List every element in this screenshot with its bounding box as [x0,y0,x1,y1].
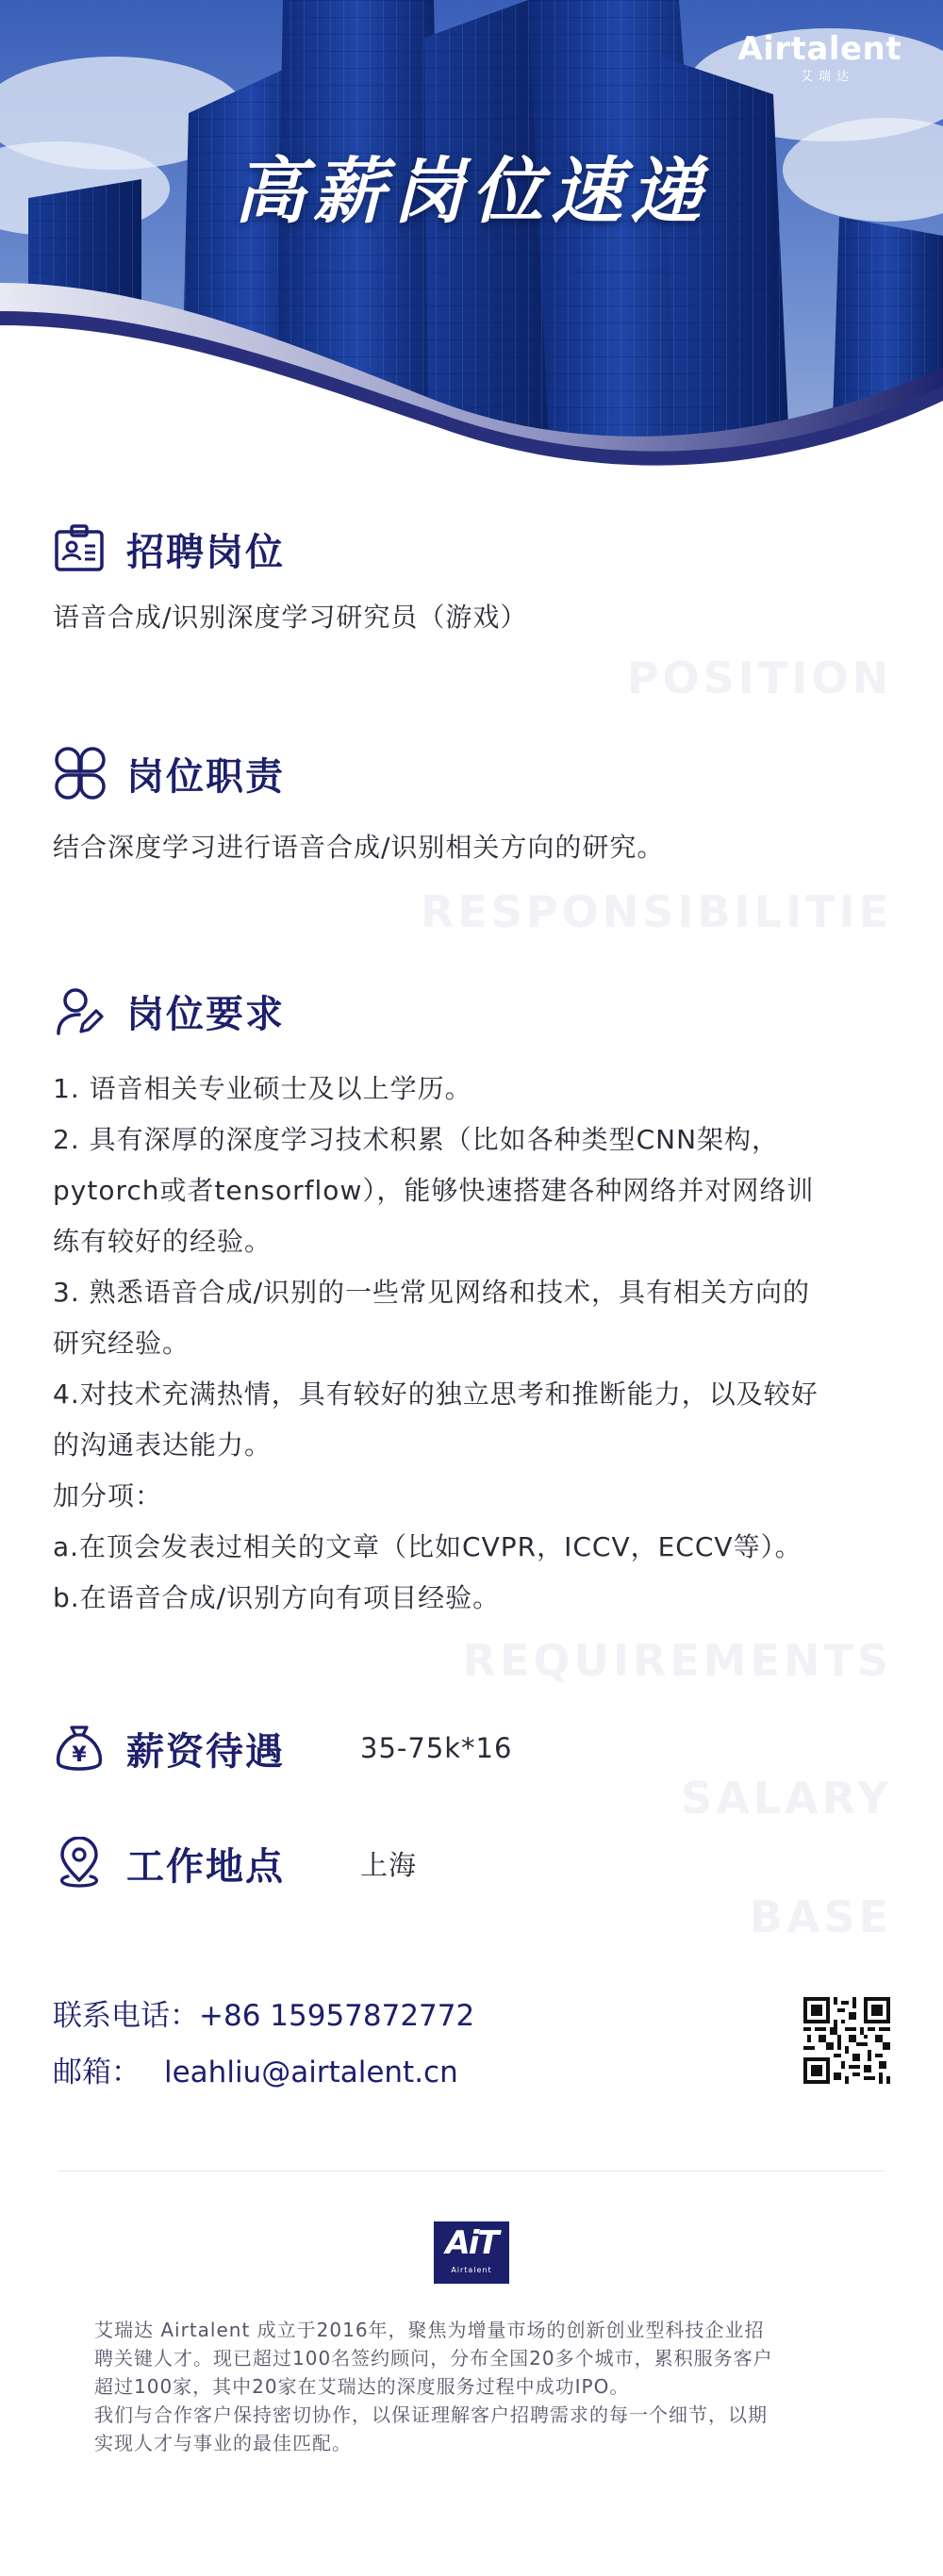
logo-mark: AiT [445,2224,498,2262]
requirements-list [53,1064,892,1624]
location-pin-icon [53,1837,106,1890]
section-title: 岗位要求 [126,992,285,1036]
about-line: 聘关键人才。现已超过100名签约顾问，分布全国20多个城市，累积服务客户 [94,2347,773,2370]
requirement-line: 1. 语音相关专业硕士及以上学历。 [53,1073,472,1104]
section-salary [53,1720,892,1776]
hero-banner [0,0,943,509]
requirement-line: 加分项： [53,1480,163,1511]
about-line: 我们与合作客户保持密切协作，以保证理解客户招聘需求的每一个细节，以期 [94,2403,768,2426]
brand-logo [737,30,902,84]
id-card-icon [53,522,106,575]
section-position [53,520,892,643]
section-title: 岗位职责 [126,754,285,799]
watermark-position: POSITION [626,652,892,703]
section-title: 薪资待遇 [126,1729,285,1774]
requirement-line: 研究经验。 [53,1328,190,1359]
section-title: 招聘岗位 [126,530,285,574]
requirement-line: 的沟通表达能力。 [53,1429,273,1461]
contact-email [53,2048,458,2090]
money-bag-icon [53,1722,106,1775]
company-about [94,2316,858,2457]
position-text: 语音合成/识别深度学习研究员（游戏） [53,602,528,633]
section-responsibility [53,745,892,873]
section-requirements [53,983,892,1624]
watermark-salary: SALARY [681,1773,892,1824]
watermark-requirements: REQUIREMENTS [462,1635,892,1686]
requirement-line: pytorch或者tensorflow），能够快速搭建各种网络并对网络训 [53,1175,815,1206]
section-title: 工作地点 [126,1844,285,1889]
location-value: 上海 [360,1848,418,1881]
svg-text:¥: ¥ [72,1743,87,1767]
contact-phone [53,1991,474,2034]
section-location [53,1835,892,1891]
hero-title: 高薪岗位速递 [234,149,709,233]
about-line: 实现人才与事业的最佳匹配。 [94,2432,352,2454]
qr-code[interactable] [803,1997,890,2084]
phone-label: 联系电话： [53,1999,199,2033]
requirement-line: 练有较好的经验。 [53,1226,273,1257]
requirement-line: b.在语音合成/识别方向有项目经验。 [53,1582,501,1613]
responsibility-text: 结合深度学习进行语音合成/识别相关方向的研究。 [53,832,665,863]
about-line: 超过100家，其中20家在艾瑞达的深度服务过程中成功IPO。 [94,2375,630,2398]
company-logo [434,2221,509,2284]
email-label: 邮箱： [53,2056,141,2089]
requirement-line: 2. 具有深厚的深度学习技术积累（比如各种类型CNN架构， [53,1124,780,1155]
phone-number[interactable]: +86 15957872772 [199,1999,475,2033]
requirement-line: 3. 熟悉语音合成/识别的一些常见网络和技术，具有相关方向的 [53,1277,811,1308]
requirement-line: 4.对技术充满热情，具有较好的独立思考和推断能力，以及较好 [53,1379,819,1410]
brand-name: Airtalent [737,30,902,68]
salary-value: 35-75k*16 [360,1732,513,1764]
watermark-location: BASE [749,1891,892,1942]
person-edit-icon [53,984,106,1037]
email-address[interactable]: leahliu@airtalent.cn [164,2056,458,2089]
watermark-responsibility: RESPONSIBILITIE [420,886,892,937]
requirement-line: a.在顶会发表过相关的文章（比如CVPR，ICCV，ECCV等）。 [53,1531,802,1562]
brand-subtitle: 艾瑞达 [800,70,854,84]
about-line: 艾瑞达 Airtalent 成立于2016年，聚焦为增量市场的创新创业型科技企业招 [94,2319,765,2341]
logo-subtitle: Airtalent [451,2266,492,2274]
four-leaf-icon [53,747,106,800]
